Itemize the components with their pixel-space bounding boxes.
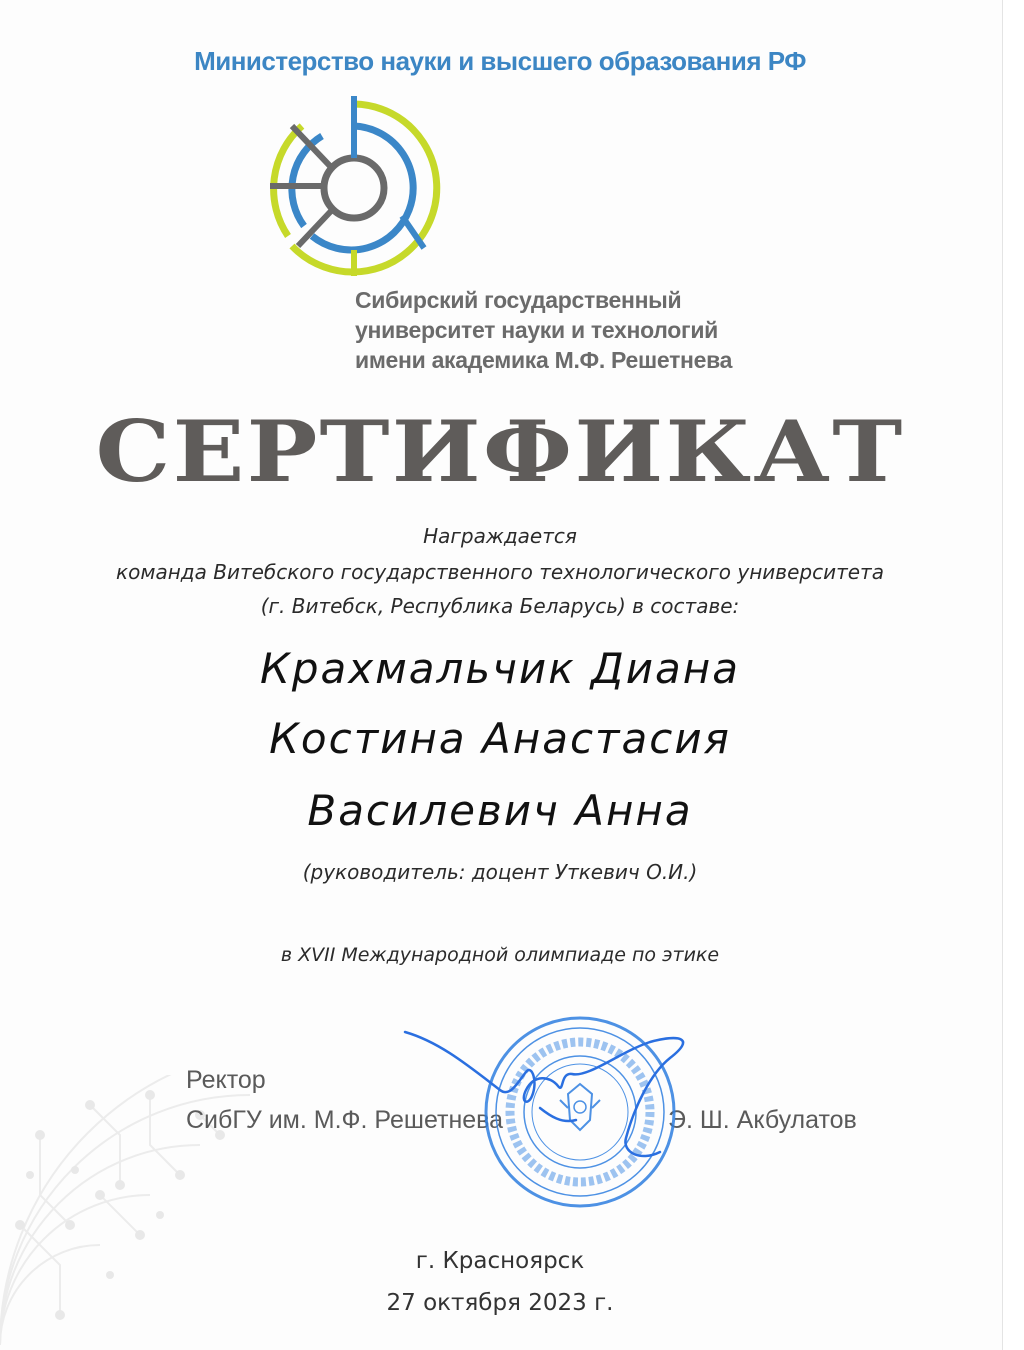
location-text: (г. Витебск, Республика Беларусь) в составе: bbox=[260, 594, 740, 618]
member-name: Крахмальчик Диана bbox=[260, 644, 740, 693]
date-text: 27 октября 2023 г. bbox=[386, 1290, 614, 1316]
university-logo-icon bbox=[262, 96, 447, 286]
certificate-title: СЕРТИФИКАТ bbox=[95, 402, 905, 501]
city-text: г. Красноярск bbox=[415, 1248, 585, 1274]
member-name: Костина Анастасия bbox=[269, 714, 731, 763]
team-text: команда Витебского государственного технологического университета bbox=[116, 560, 884, 584]
ministry-title: Министерство науки и высшего образования РФ bbox=[194, 46, 806, 76]
signer-role: Ректор bbox=[186, 1066, 266, 1094]
member-name: Василевич Анна bbox=[307, 786, 693, 835]
university-name bbox=[355, 285, 732, 375]
signer-org: СибГУ им. М.Ф. Решетнева bbox=[186, 1106, 504, 1134]
signer-name: Э. Ш. Акбулатов bbox=[668, 1106, 857, 1134]
university-name-line: имени академика М.Ф. Решетнева bbox=[355, 347, 733, 373]
university-name-line: Сибирский государственный bbox=[355, 287, 682, 313]
official-seal-icon bbox=[400, 1012, 720, 1212]
supervisor-text: (руководитель: доцент Уткевич О.И.) bbox=[302, 860, 698, 884]
awarded-text: Награждается bbox=[423, 524, 577, 548]
university-name-line: университет науки и технологий bbox=[355, 317, 719, 343]
event-text: в XVII Международной олимпиаде по этике bbox=[280, 944, 720, 966]
